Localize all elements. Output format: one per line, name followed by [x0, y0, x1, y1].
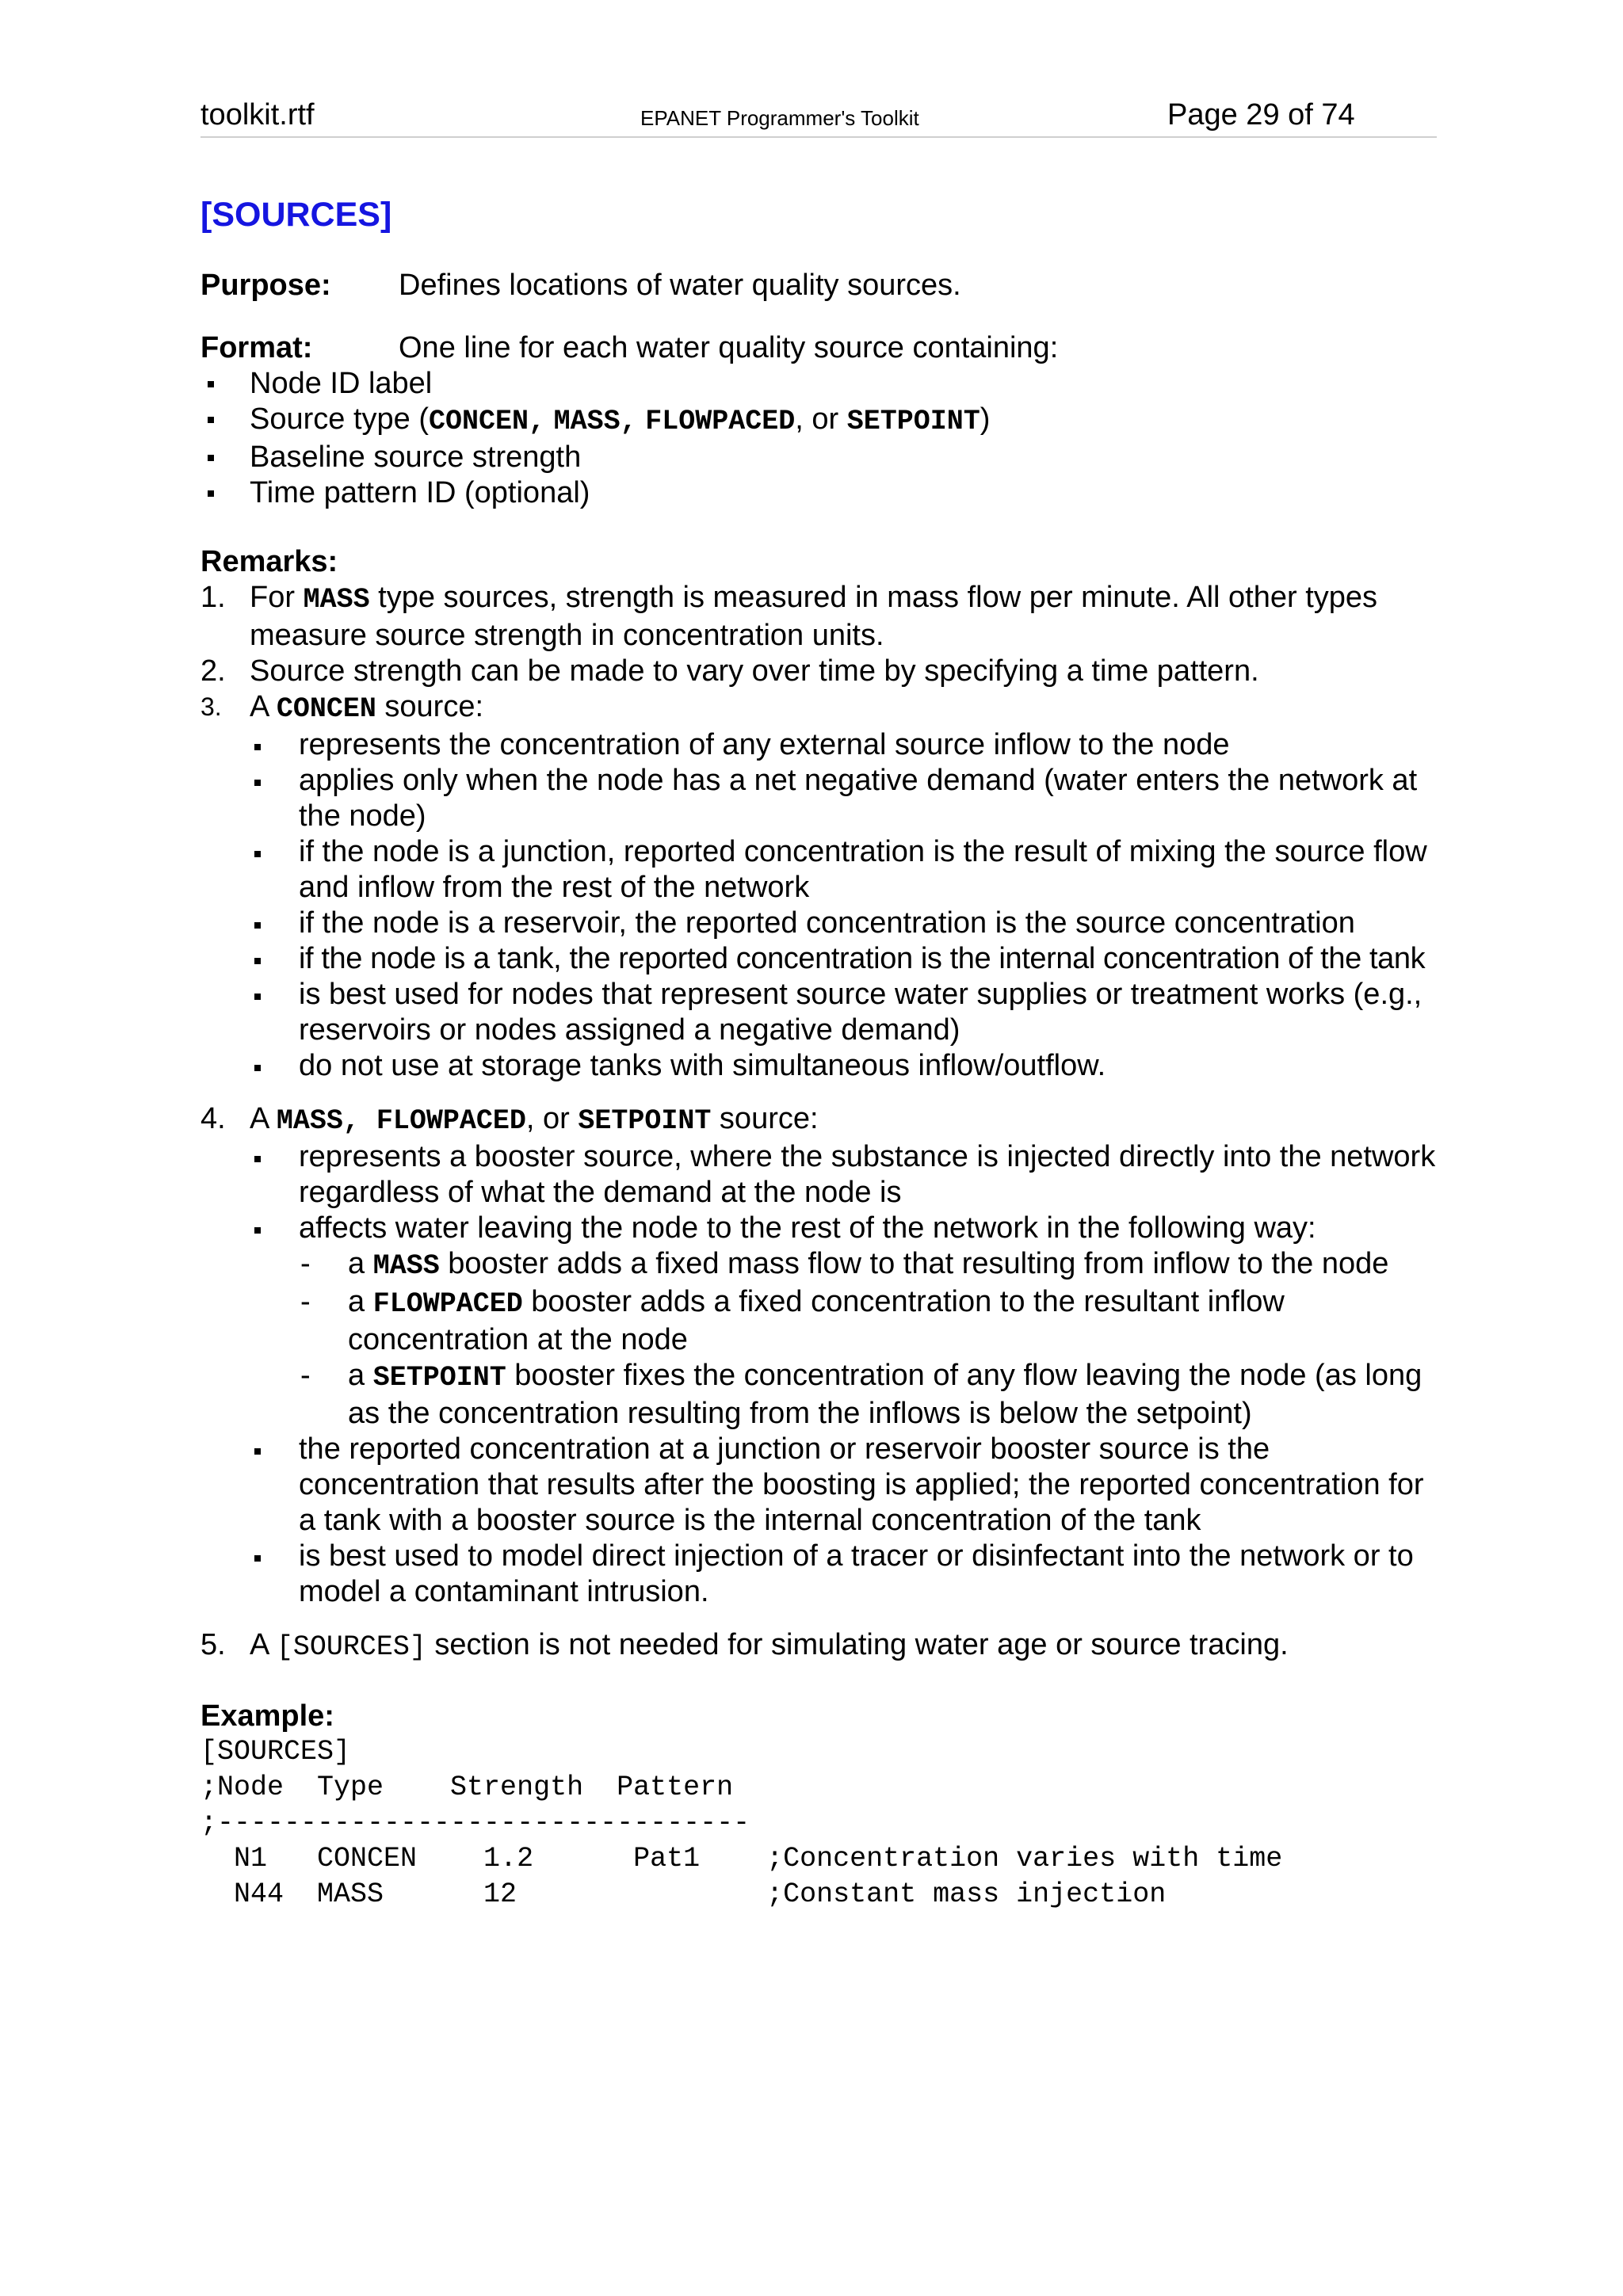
format-item-baseline: Baseline source strength — [200, 440, 1445, 475]
remark-5: 5. A [SOURCES] section is not needed for simulating water age or source tracing. — [200, 1628, 1289, 1663]
list-item: if the node is a reservoir, the reported concentration is the source concentration — [250, 906, 1445, 941]
purpose-label: Purpose: — [200, 269, 331, 302]
booster-flowpaced-item: - a FLOWPACED booster adds a fixed concentration to the resultant inflow concentration at the node — [299, 1284, 1445, 1358]
header-filename: toolkit.rtf — [200, 98, 315, 132]
booster-types-list — [299, 1246, 1445, 1432]
list-item: is best used to model direct injection of a tracer or disinfectant into the network or to model a contaminant intrusion. — [250, 1539, 1445, 1610]
remark-2: 2. Source strength can be made to vary over time by specifying a time pattern. — [200, 654, 1259, 688]
format-item-source-type: Source type (CONCEN, MASS, FLOWPACED, or SETPOINT) — [200, 402, 1445, 440]
purpose-row — [200, 268, 1445, 303]
header-page-number: Page 29 of 74 — [1167, 98, 1355, 132]
code-line: [SOURCES] — [200, 1736, 351, 1768]
list-item: if the node is a tank, the reported concentration is the internal concentration of the tank — [250, 941, 1445, 977]
code-line: ;-------------------------------- — [200, 1807, 750, 1839]
remark-4: 4. A MASS, FLOWPACED, or SETPOINT source: represents a booster source, where the substance is injected directly into the network regardless of what the demand at the node is affects water leaving the node to the rest of the network in the following way: - a MASS booster adds a fixed mass flow to that resulting from inflow to the node - a FLOWPACED booster adds a fixed concentration to the resultant inflow concentration at the node - a SETPOINT booster fixes the concentration of any flow leaving the node (as long as the concentration resulting from the inflows is below the setpoint) the reported concentration at a junction or reservoir booster source is the concentration that results after the boosting is applied; the reported concentration for a tank with a booster source is the internal concentration of the tank is best used to model direct injection of a tracer or disinfectant into the network or to model a contaminant intrusion. — [200, 1101, 1445, 1610]
concen-bullets — [250, 727, 1445, 1084]
header-doc-title: EPANET Programmer's Toolkit — [640, 106, 919, 130]
purpose-text: Defines locations of water quality sources. — [399, 269, 961, 302]
list-item: the reported concentration at a junction or reservoir booster source is the concentration that results after the boosting is applied; the reported concentration for a tank with a booster source is the internal concentration of the tank — [250, 1432, 1445, 1539]
format-label: Format: — [200, 331, 313, 364]
example-heading: Example: — [200, 1699, 334, 1733]
list-item: applies only when the node has a net negative demand (water enters the network at the node) — [250, 763, 1445, 834]
format-list — [200, 366, 1445, 511]
format-text: One line for each water quality source containing: — [399, 331, 1059, 364]
list-item: do not use at storage tanks with simultaneous inflow/outflow. — [250, 1048, 1445, 1084]
format-item-node-id: Node ID label — [200, 366, 1445, 402]
list-item: affects water leaving the node to the rest of the network in the following way: - a MASS booster adds a fixed mass flow to that resulting from inflow to the node - a FLOWPACED booster adds a fixed concentration to the resultant inflow concentration at the node - a SETPOINT booster fixes the concentration of any flow leaving the node (as long as the concentration resulting from the inflows is below the setpoint) — [250, 1211, 1445, 1432]
remark-3: 3. A CONCEN source: represents the concentration of any external source inflow to the node applies only when the node has a net negative demand (water enters the network at the node) if the node is a junction, reported concentration is the result of mixing the source flow and inflow from the rest of the network if the node is a reservoir, the reported concentration is the source concentration if the node is a tank, the reported concentration is the internal concentration of the tank is best used for nodes that represent source water supplies or treatment works (e.g., reservoirs or nodes assigned a negative demand) do not use at storage tanks with simultaneous inflow/outflow. — [200, 689, 1445, 1084]
code-line: N1 CONCEN 1.2 Pat1 ;Concentration varies with time — [200, 1843, 1283, 1875]
section-title: [SOURCES] — [200, 196, 392, 234]
page-header — [200, 95, 1437, 138]
remark-1: 1. For MASS type sources, strength is measured in mass flow per minute. All other types measure source strength in concentration units. — [200, 581, 1378, 652]
remarks-heading: Remarks: — [200, 545, 338, 578]
remarks-list — [200, 580, 1445, 1665]
format-item-pattern: Time pattern ID (optional) — [200, 475, 1445, 511]
example-code-block — [200, 1734, 1445, 1913]
list-item: if the node is a junction, reported concentration is the result of mixing the source flow and inflow from the rest of the network — [250, 834, 1445, 906]
format-row — [200, 330, 1445, 366]
booster-setpoint-item: - a SETPOINT booster fixes the concentration of any flow leaving the node (as long as the concentration resulting from the inflows is below the setpoint) — [299, 1358, 1445, 1432]
code-line: ;Node Type Strength Pattern — [200, 1772, 734, 1803]
list-item: represents the concentration of any external source inflow to the node — [250, 727, 1445, 763]
booster-bullets — [250, 1139, 1445, 1610]
list-item: is best used for nodes that represent source water supplies or treatment works (e.g., reservoirs or nodes assigned a negative demand) — [250, 977, 1445, 1048]
list-item: represents a booster source, where the substance is injected directly into the network regardless of what the demand at the node is — [250, 1139, 1445, 1211]
page-content — [200, 195, 1445, 1913]
booster-mass-item: - a MASS booster adds a fixed mass flow to that resulting from inflow to the node — [299, 1246, 1445, 1284]
code-line: N44 MASS 12 ;Constant mass injection — [200, 1878, 1167, 1910]
